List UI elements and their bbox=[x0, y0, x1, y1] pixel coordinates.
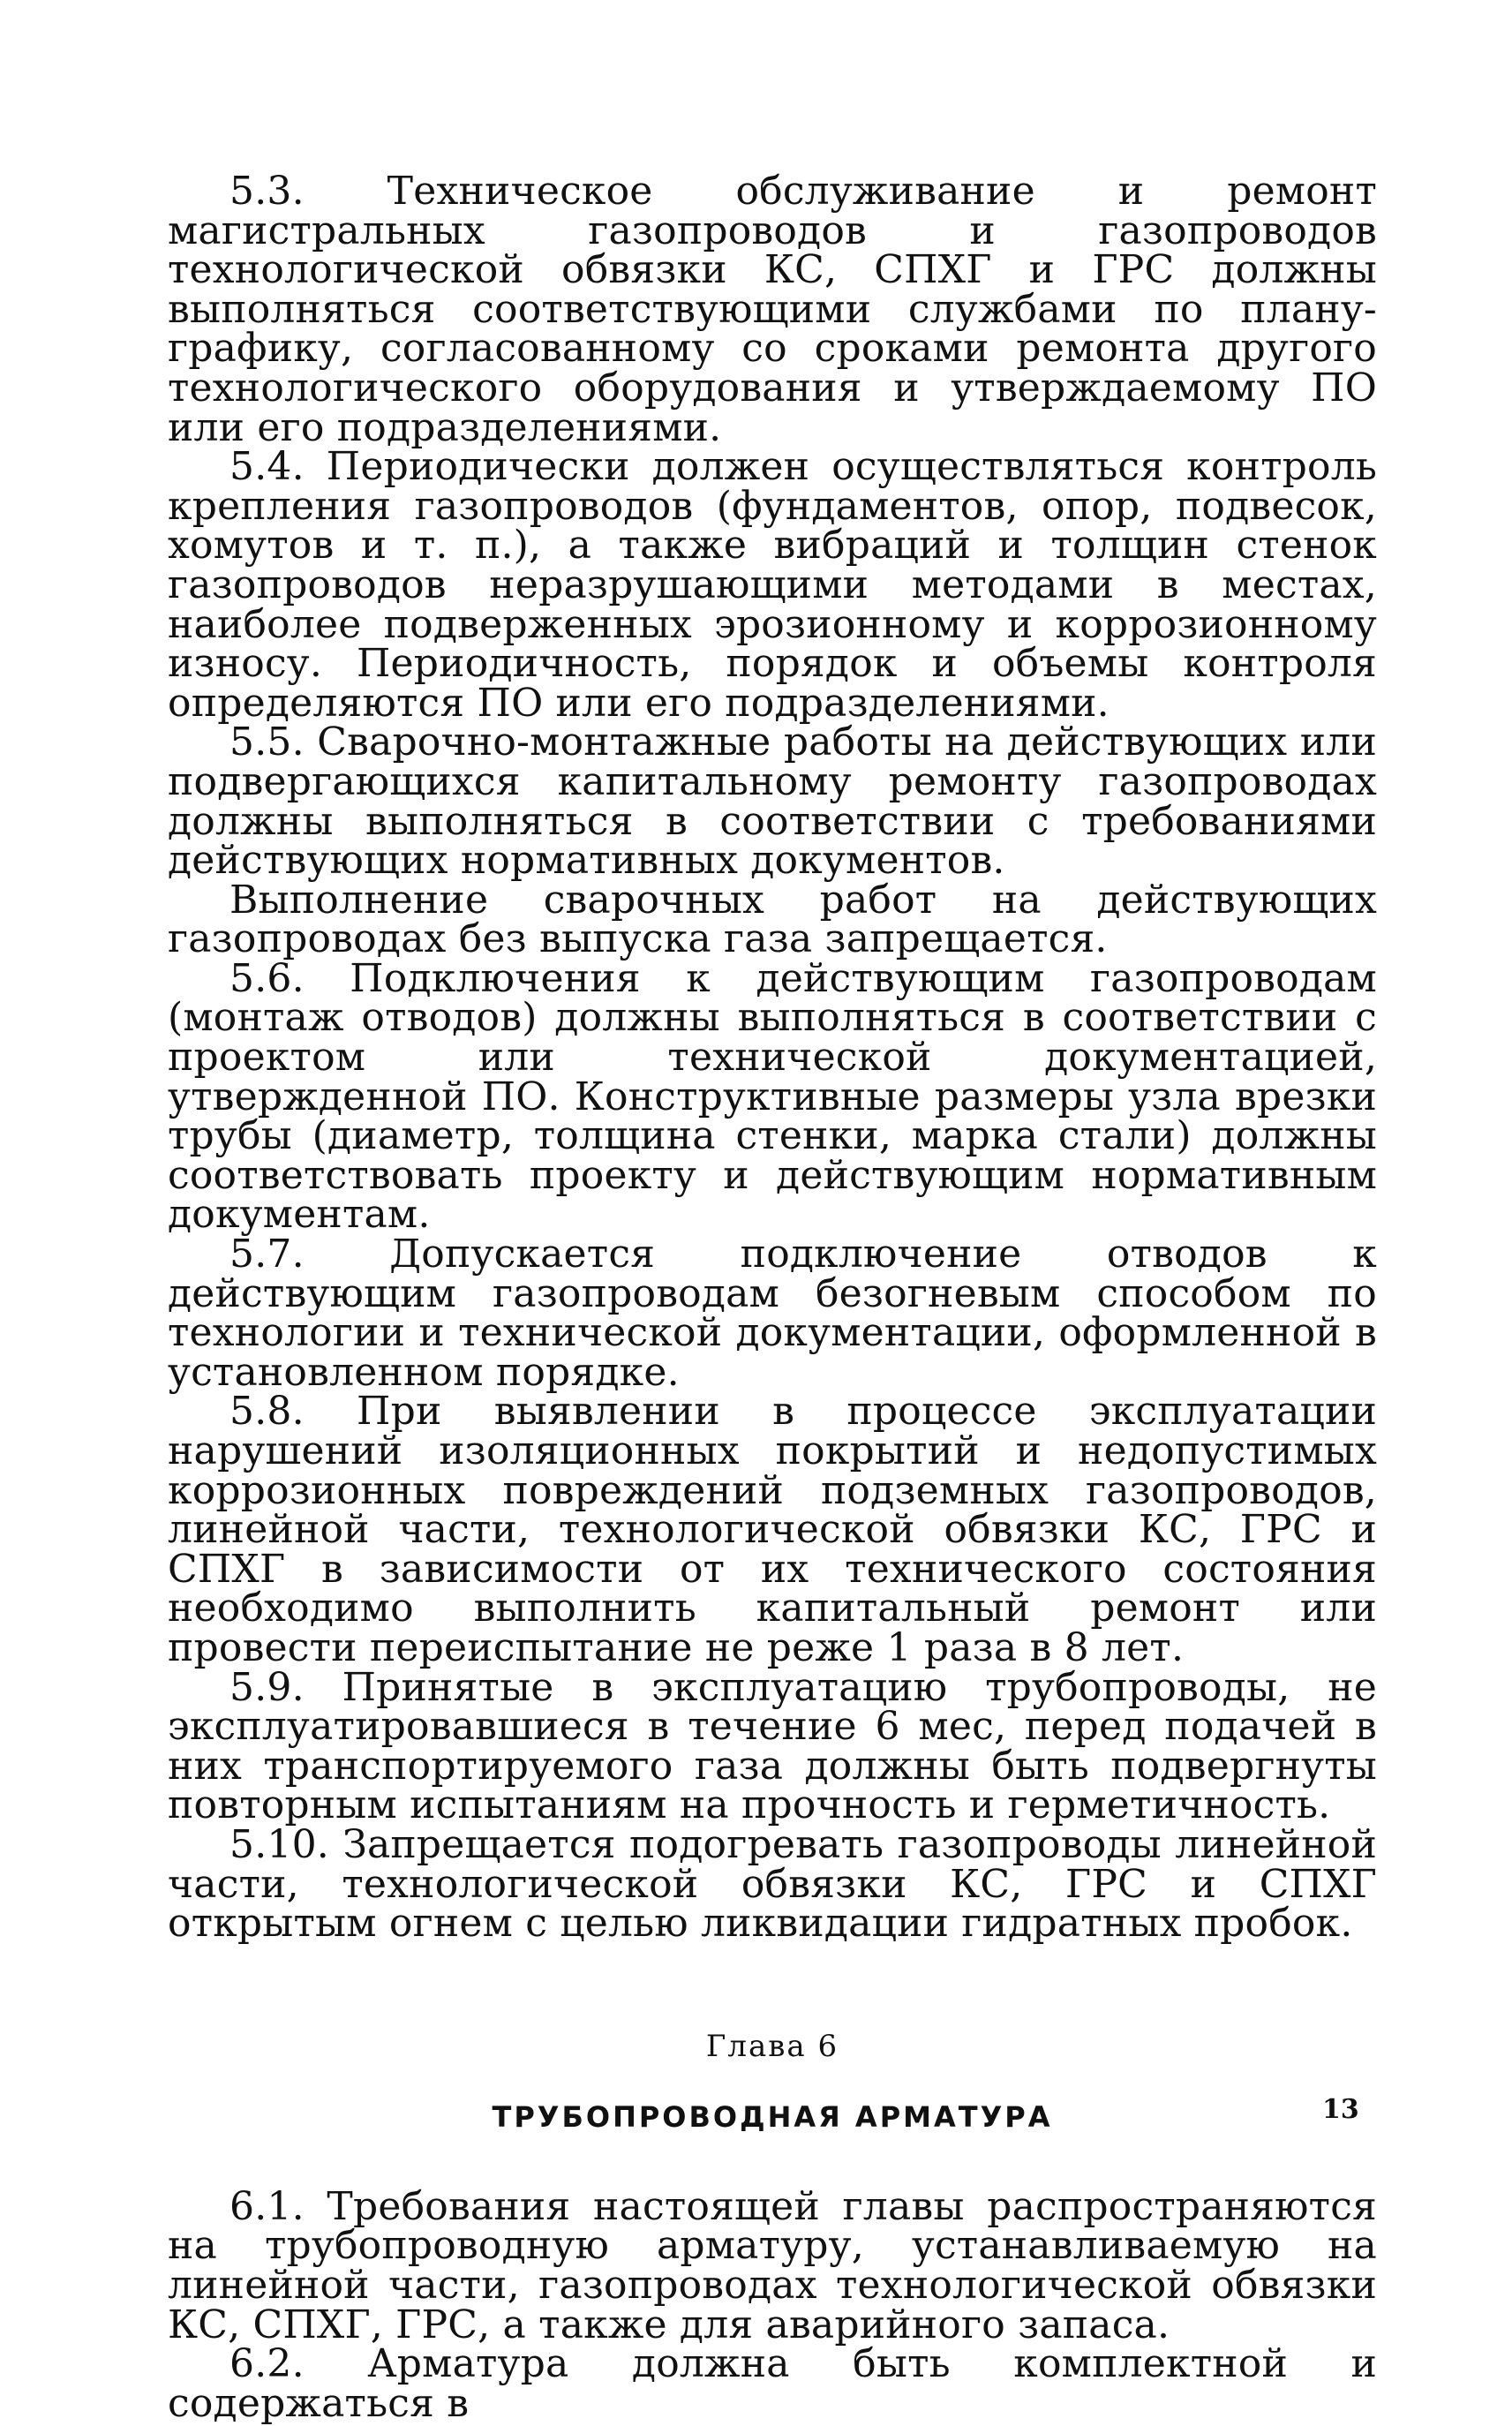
page-number: 13 bbox=[1322, 2094, 1359, 2125]
paragraph-5-8: 5.8. При выявлении в процессе эксплуатации нарушений изоляционных покрытий и недопустимых коррозионных повреждений подземных газопроводов, линейной части, технологической обвязки КС, ГРС и СПХГ в зависимости от их технического состояния необходимо выполнить капитальный ремонт или провести переиспытание не реже 1 раза в 8 лет. bbox=[168, 1389, 1377, 1670]
chapter-title: ТРУБОПРОВОДНАЯ АРМАТУРА bbox=[492, 2099, 1053, 2134]
paragraph-5-5-welding: Выполнение сварочных работ на действующих газопроводах без выпуска газа запрещается. bbox=[168, 877, 1377, 962]
paragraph-5-7: 5.7. Допускается подключение отводов к действующим газопроводам безогневым способом по технологии и технической документации, оформленной в установленном порядке. bbox=[168, 1232, 1377, 1395]
paragraph-5-3: 5.3. Техническое обслуживание и ремонт магистральных газопроводов и газопроводов технологической обвязки КС, СПХГ и ГРС должны выполняться соответствующими службами по плану-графику, согласованному со сроками ремонта другого технологического оборудования и утверждаемому ПО или его подразделениями. bbox=[168, 169, 1377, 450]
paragraph-6-2: 6.2. Арматура должна быть комплектной и содержаться в bbox=[168, 2341, 1377, 2426]
paragraph-5-6: 5.6. Подключения к действующим газопроводам (монтаж отводов) должны выполняться в соответствии с проектом или технической документацией, утвержденной ПО. Конструктивные размеры узла врезки трубы (диаметр, толщина стенки, марка стали) должны соответствовать проекту и действующим нормативным документам. bbox=[168, 955, 1377, 1238]
page-content bbox=[168, 169, 1377, 2426]
paragraph-5-4: 5.4. Периодически должен осуществляться контроль крепления газопроводов (фундаментов, опор, подвесок, хомутов и т. п.), а также вибраций и толщин стенок газопроводов неразрушающими методами в местах, наиболее подверженных эрозионному и коррозионному износу. Периодичность, порядок и объемы контроля определяются ПО или его подразделениями. bbox=[168, 444, 1377, 726]
paragraph-5-10: 5.10. Запрещается подогревать газопроводы линейной части, технологической обвязки КС, ГРС и СПХГ открытым огнем с целью ликвидации гидратных пробок. bbox=[168, 1821, 1377, 1947]
chapter-label: Глава 6 bbox=[705, 2028, 839, 2064]
paragraph-6-1: 6.1. Требования настоящей главы распространяются на трубопроводную арматуру, устанавливаемую на линейной части, газопроводах технологической обвязки КС, СПХГ, ГРС, а также для аварийного запаса. bbox=[168, 2183, 1377, 2347]
paragraph-5-5: 5.5. Сварочно-монтажные работы на действующих или подвергающихся капитальному ремонту газопроводах должны выполняться в соответствии с требованиями действующих нормативных документов. bbox=[168, 720, 1377, 884]
paragraph-5-9: 5.9. Принятые в эксплуатацию трубопроводы, не эксплуатировавшиеся в течение 6 мес, перед подачей в них транспортируемого газа должны быть подвергнуты повторным испытаниям на прочность и герметичность. bbox=[168, 1664, 1377, 1828]
